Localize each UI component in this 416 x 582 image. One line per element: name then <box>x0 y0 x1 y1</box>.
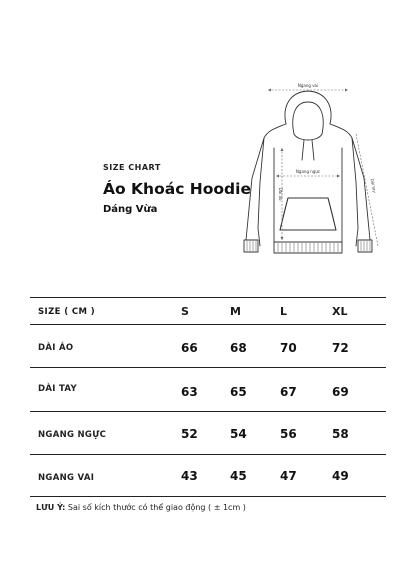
table-cell: 66 <box>181 341 198 355</box>
product-header <box>0 0 260 290</box>
size-chart-label: SIZE CHART <box>103 163 161 172</box>
kangaroo-pocket <box>280 198 336 230</box>
chest-label: Ngang ngực <box>295 169 321 174</box>
hood-outline <box>285 91 331 124</box>
table-header-label: SIZE ( CM ) <box>38 307 95 317</box>
table-top-rule <box>30 297 386 298</box>
row-divider <box>30 454 386 455</box>
table-cell: 47 <box>280 469 297 483</box>
torso <box>274 148 342 242</box>
product-subtitle: Dáng Vừa <box>103 204 158 215</box>
hoodie-drawing <box>238 78 388 270</box>
right-side <box>330 124 358 246</box>
shoulder-label: Ngang vai <box>297 83 319 88</box>
table-cell: 67 <box>280 385 297 399</box>
measurement-note <box>36 503 246 512</box>
hoodie-illustration <box>238 78 388 270</box>
row-label-shoulder: NGANG VAI <box>38 473 95 483</box>
table-cell: 56 <box>280 427 297 441</box>
table-cell: 65 <box>230 385 247 399</box>
right-sleeve <box>352 138 370 240</box>
product-title: Áo Khoác Hoodie <box>103 180 251 198</box>
row-label-sleeve: DÀI TAY <box>38 384 77 394</box>
table-cell: 70 <box>280 341 297 355</box>
table-cell: 58 <box>332 427 349 441</box>
table-cell: 49 <box>332 469 349 483</box>
table-cell: 43 <box>181 469 198 483</box>
table-cell: 72 <box>332 341 349 355</box>
table-cell: 68 <box>230 341 247 355</box>
note-text: Sai số kích thước có thể giao động ( ± 1cm ) <box>67 503 246 512</box>
table-cell: 54 <box>230 427 247 441</box>
table-header-rule <box>30 324 386 325</box>
size-s: S <box>181 305 189 318</box>
table-cell: 69 <box>332 385 349 399</box>
row-label-length: DÀI ÁO <box>38 343 74 353</box>
note-prefix: LƯU Ý: <box>36 503 66 512</box>
table-cell: 63 <box>181 385 198 399</box>
row-divider <box>30 411 386 412</box>
table-cell: 52 <box>181 427 198 441</box>
sleeve-label: Dài tay <box>369 178 378 194</box>
hood-opening <box>293 102 323 134</box>
waistband <box>274 242 342 253</box>
size-l: L <box>280 305 288 318</box>
size-m: M <box>230 305 241 318</box>
row-divider <box>30 367 386 368</box>
left-sleeve <box>246 138 264 240</box>
table-cell: 45 <box>230 469 247 483</box>
row-label-chest: NGANG NGỰC <box>38 430 107 440</box>
size-xl: XL <box>332 305 348 318</box>
row-divider <box>30 496 386 497</box>
length-label: Dài áo <box>278 187 283 201</box>
